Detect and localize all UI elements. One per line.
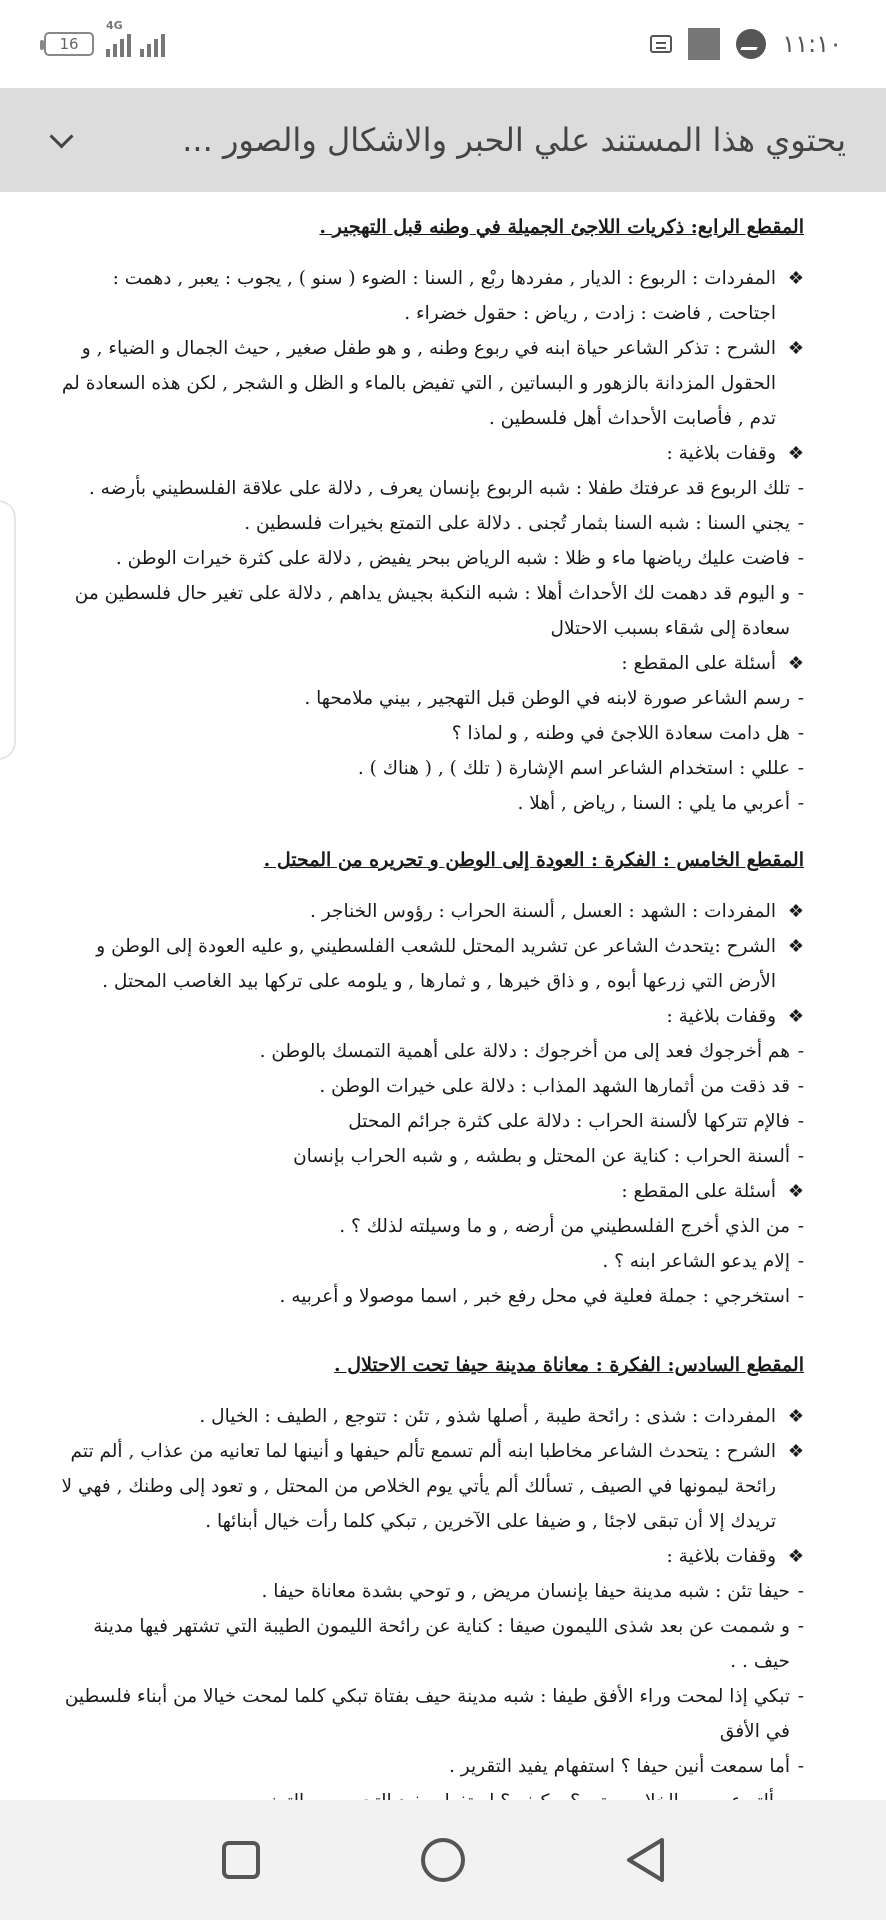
list-item: - تلك الربوع قد عرفتك طفلا : شبه الربوع بإنسان يعرف , دلالة على علاقة الفلسطيني بأرضه . [58, 471, 804, 506]
section-title: المقطع الرابع: ذكريات اللاجئ الجميلة في وطنه قبل التهجير . [319, 216, 804, 238]
chevron-down-icon[interactable] [48, 126, 76, 154]
vocabulary: ❖ المفردات : الشهد : العسل , ألسنة الحراب : رؤوس الخناجر . [58, 894, 804, 929]
rhetoric-heading: ❖ وقفات بلاغية : [58, 999, 804, 1034]
battery-level: 16 [59, 35, 79, 53]
list-item: - أما سمعت أنين حيفا ؟ استفهام يفيد التقرير . [58, 1749, 804, 1784]
rhetoric-heading: ❖ وقفات بلاغية : [58, 436, 804, 471]
list-item: - فالإم تتركها لألسنة الحراب : دلالة على كثرة جرائم المحتل [58, 1104, 804, 1139]
list-item: - إلام يدعو الشاعر ابنه ؟ . [58, 1244, 804, 1279]
list-item: - حيفا تئن : شبه مدينة حيفا بإنسان مريض , و توحي بشدة معاناة حيفا . [58, 1574, 804, 1609]
navigation-bar [0, 1800, 886, 1920]
battery-icon [44, 32, 94, 56]
vocabulary: ❖ المفردات : شذى : رائحة طيبة , أصلها شذو , تئن : تتوجع , الطيف : الخيال . [58, 1399, 804, 1434]
status-bar [0, 0, 886, 88]
status-time: ١١:١٠ [782, 30, 842, 58]
status-left [44, 19, 165, 57]
explanation: ❖ الشرح :يتحدث الشاعر عن تشريد المحتل للشعب الفلسطيني ,و عليه العودة إلى الوطن و الأرض التي زرعها أبوه , و ذاق خيرها , و ثمارها , و يلومه على تركها بيد الغاصب المحتل . [58, 929, 804, 999]
list-item: - عللي : استخدام الشاعر اسم الإشارة ( تلك ) , ( هناك ) . [58, 751, 804, 786]
vocabulary: ❖ المفردات : الربوع : الديار , مفردها ربْع , السنا : الضوء ( سنو ) , يجوب : يعبر , دهمت : اجتاحت , فاضت : زادت , رياض : حقول خضراء . [58, 261, 804, 331]
list-item: - فاضت عليك رياضها ماء و ظلا : شبه الرياض ببحر يفيض , دلالة على كثرة خيرات الوطن . [58, 541, 804, 576]
list-item: - هل دامت سعادة اللاجئ في وطنه , و لماذا ؟ [58, 716, 804, 751]
signal-icon [106, 19, 165, 57]
questions-heading: ❖ أسئلة على المقطع : [58, 1174, 804, 1209]
document-notice-banner[interactable] [0, 88, 886, 192]
list-item: - هم أخرجوك فعد إلى من أخرجوك : دلالة على أهمية التمسك بالوطن . [58, 1034, 804, 1069]
list-item: - و شممت عن بعد شذى الليمون صيفا : كناية عن رائحة الليمون الطيبة التي تشتهر فيها مدينة حيف . . [58, 1609, 804, 1679]
list-item: - و اليوم قد دهمت لك الأحداث أهلا : شبه النكبة بجيش يداهم , دلالة على تغير حال فلسطين من سعادة إلى شقاء بسبب الاحتلال [58, 576, 804, 646]
questions-heading: ❖ أسئلة على المقطع : [58, 646, 804, 681]
list-item: - يجني السنا : شبه السنا بثمار تُجنى . دلالة على التمتع بخيرات فلسطين . [58, 506, 804, 541]
list-item: - رسم الشاعر صورة لابنه في الوطن قبل التهجير , بيني ملامحها . [58, 681, 804, 716]
message-icon [650, 35, 672, 53]
network-type: 4G [106, 19, 123, 32]
rhetoric-heading: ❖ وقفات بلاغية : [58, 1539, 804, 1574]
document-content[interactable] [0, 192, 886, 1800]
list-item: - أعربي ما يلي : السنا , رياض , أهلا . [58, 786, 804, 821]
list-item: - قد ذقت من أثمارها الشهد المذاب : دلالة على خيرات الوطن . [58, 1069, 804, 1104]
recents-button[interactable] [211, 1830, 271, 1890]
section-title: المقطع الخامس : الفكرة : العودة إلى الوطن و تحريره من المحتل . [263, 849, 804, 871]
banner-text: يحتوي هذا المستند علي الحبر والاشكال والصور ... [182, 121, 846, 159]
list-item: - ألسنة الحراب : كناية عن المحتل و بطشه , و شبه الحراب بإنسان [58, 1139, 804, 1174]
back-button[interactable] [615, 1830, 675, 1890]
app-notification-icon [688, 28, 720, 60]
section-title: المقطع السادس: الفكرة : معاناة مدينة حيفا تحت الاحتلال . [334, 1354, 804, 1376]
back-triangle-icon [622, 1835, 668, 1885]
messenger-icon [736, 29, 766, 59]
explanation: ❖ الشرح : يتحدث الشاعر مخاطبا ابنه ألم تسمع تألم حيفها و أنينها لما تعانيه من عذاب , ألم تتم رائحة ليمونها في الصيف , تسألك ألم يأتي يوم الخلاص من المحتل , و تعود إلى وطنك , فهي لا تريدك إلا أن تبقى لاجئا , و ضيفا على الآخرين , تبكي كلما رأت خيال أبنائها . [58, 1434, 804, 1539]
list-item: - تبكي إذا لمحت وراء الأفق طيفا : شبه مدينة حيف بفتاة تبكي كلما لمحت خيالا من أبناء فلسطين في الأفق [58, 1679, 804, 1749]
status-right [650, 28, 842, 60]
list-item: - من الذي أخرج الفلسطيني من أرضه , و ما وسيلته لذلك ؟ . [58, 1209, 804, 1244]
home-button[interactable] [413, 1830, 473, 1890]
square-icon [222, 1841, 260, 1879]
list-item: - استخرجي : جملة فعلية في محل رفع خبر , اسما موصولا و أعربيه . [58, 1279, 804, 1314]
circle-icon [421, 1838, 465, 1882]
explanation: ❖ الشرح : تذكر الشاعر حياة ابنه في ربوع وطنه , و هو طفل صغير , حيث الجمال و الضياء , و الحقول المزدانة بالزهور و البساتين , التي تفيض بالماء و الظل و الشجر , لكن هذه السعادة لم تدم , فأصابت الأحداث أهل فلسطين . [58, 331, 804, 436]
